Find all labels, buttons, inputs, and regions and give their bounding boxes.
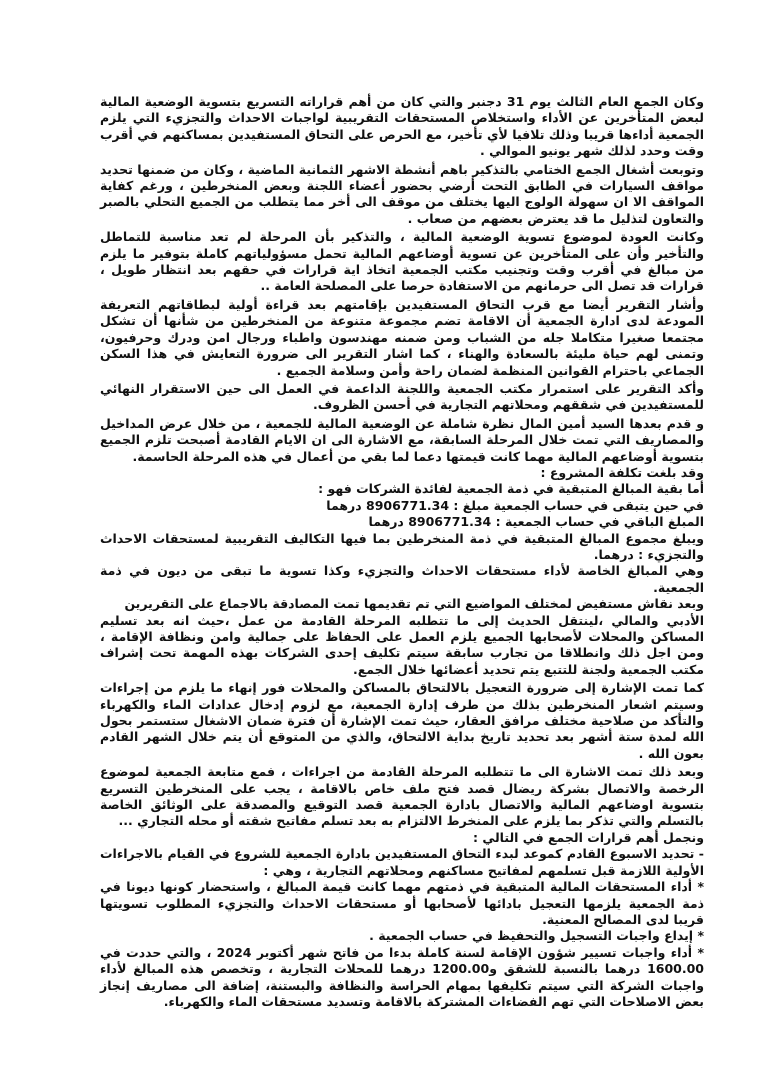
document-body <box>100 94 704 1010</box>
paragraph-parking: وتوبعت أشغال الجمع الختامي بالتذكير باهم أنشطة الاشهر الثمانية الماضية ، وكان من ضمنها تحديد مواقف السيارات في الطابق التحت أرضي بحضور أعضاء اللجنة وبعض المنخرطين ، ورغم كفاية المواقف الا ان سهولة الولوج اليها يختلف من موقف الى أخر مما يتطلب من الجميع التحلي بالصبر والتعاون لتذليل ما قد يعترض بعضهم من صعاب . <box>100 161 704 226</box>
paragraph-moving-in: كما تمت الإشارة إلى ضرورة التعجيل بالالتحاق بالمساكن والمحلات فور إنهاء ما يلزم من إجراءات وسيتم اشعار المنخرطين بذلك من طرف إدارة الجمعية، مع لزوم إدخال عدادات الماء والكهرباء والتأكد من صلاحية مختلف مرافق العقار، حيث تمت الإشارة أن فترة ضمان الاشغال ستستمر بحول الله لمدة ستة أشهر بعد تحديد تاريخ بداية الالتحاق، والذي من المتوقع أن يتم خلال الشهر القادم بعون الله . <box>100 680 704 761</box>
line-project-cost: وقد بلغت تكلفة المشروع : <box>540 464 704 480</box>
paragraph-treasurer: و قدم بعدها السيد أمين المال نظرة شاملة عن الوضعية المالية للجمعية ، من خلال عرض المداخيل والمصاريف التي تمت خلال المرحلة السابقة، مع الاشارة الى ان الايام القادمة أصبحت تلزم الجميع بتسوية أوضاعهم المالية مهما كانت قيمتها دعما لما بقي من أعمال في هذه المرحلة الحاسمة. <box>100 415 704 464</box>
line-approval: وبعد نقاش مستفيض لمختلف المواضيع التي تم تقديمها تمت المصادقة بالاجماع على التقريرين <box>124 596 704 612</box>
line-remaining-balance: المبلغ الباقي في حساب الجمعية : 8906771.34 درهما <box>368 514 704 530</box>
line-account-balance: في حين يتبقى في حساب الجمعية مبلغ : 8906771.34 درهما <box>326 497 704 513</box>
paragraph-financial-settlement: وكانت العودة لموضوع تسوية الوضعية المالية ، والتذكير بأن المرحلة لم تعد مناسبة للتماطل والتأخير وأن على المتأخرين عن تسوية أوضاعهم المالية تحمل مسؤولياتهم كاملة بتوفير ما يلزم من مبالغ في أقرب وقت وتجنيب مكتب الجمعية اتخاذ اية قرارات في حقهم بعد انتظار طويل ، قرارات قد تصل الى حرمانهم من الاستفادة حرصا على المصلحة العامة .. <box>100 229 704 294</box>
paragraph-third-assembly: وكان الجمع العام الثالث يوم 31 دجنبر والتي كان من أهم قراراته التسريع بتسوية الوضعية المالية لبعض المتأخرين عن الأداء واستخلاص المستحقات التقريبية لواجبات الاحداث والتجزيء التي يلزم الجمعية أداءها قريبا وذلك تلافيا لأي تأخير، مع الحرص على التحاق المستفيدين بمساكنهم في أقرب وقت وحدد لذلك شهر يونيو الموالي . <box>100 94 704 159</box>
line-members-dues: ويبلغ مجموع المبالغ المتبقية في ذمة المنخرطين بما فيها التكاليف التقريبية لمستحقات الاحداث والتجزيء : درهما. <box>100 530 704 562</box>
item-pay-dues: * أداء المستحقات المالية المتبقية في ذمتهم مهما كانت قيمة المبالغ ، واستحضار كونها ديونا في ذمة الجمعية يلزمها التعجيل بادائها لأصحابها أو مستحقات الاحداث والتجزيء المطلوب تسويتها قريبا لدى المصالح المعنية. <box>100 879 704 927</box>
line-special-amounts: وهي المبالغ الخاصة لأداء مستحقات الاحداث والتجزيء وكذا تسوية ما تبقى من ديون في ذمة الجمعية. <box>100 563 704 595</box>
item-next-week: - تحديد الاسبوع القادم كموعد لبدء التحاق المستفيدين بادارة الجمعية للشروع في القيام بالاجراءات الأولية اللازمة قبل تسلمهم لمفاتيح مساكنهم ومحلاتهم التجارية ، وهي : <box>100 846 704 878</box>
line-remaining-companies: أما بقية المبالغ المتبقية في ذمة الجمعية لفائدة الشركات فهو : <box>318 481 704 497</box>
item-management-fees: * أداء واجبات تسيير شؤون الإقامة لسنة كاملة بدءا من فاتح شهر أكتوبر 2024 ، والتي حددت في 1600.00 درهما بالنسبة للشقق و1200.00 درهما للمحلات التجارية ، وتخصص هذه المبالغ لأداء واجبات الشركة التي سيتم تكليفها بمهام الحراسة والنظافة والبستنة، إضافة الى مصاريف إنجاز بعض الاصلاحات التي تهم الفضاءات المشتركة بالاقامة وتسديد مستحقات الماء والكهرباء. <box>100 944 704 1009</box>
paragraph-committee: وأكد التقرير على استمرار مكتب الجمعية واللجنة الداعمة في العمل الى حين الاستقرار النهائي للمستفيدين في شققهم ومحلاتهم التجارية في أحسن الظروف. <box>100 380 704 413</box>
paragraph-procedures: وبعد ذلك تمت الاشارة الى ما تتطلبه المرحلة القادمة من اجراءات ، فمع متابعة الجمعية لموضوع الرخصة والاتصال بشركة ريضال قصد فتح ملف خاص بالاقامة ، يجب على المنخرطين التسريع بتسوية اوضاعهم المالية والاتصال بادارة الجمعية قصد التوقيع والمصدقة على الوثائق الخاصة بالتسلم والتي تذكر بما يلزم على المنخرط الالتزام به بعد تسلم مفاتيح شقته أو محله التجاري ... <box>100 764 704 829</box>
line-decisions-heading: ونجمل أهم قرارات الجمع في التالي : <box>472 829 704 845</box>
paragraph-next-phase: الأدبي والمالي ،لينتقل الحديث إلى ما تتطلبه المرحلة القادمة من عمل ،حيث انه بعد تسليم المساكن والمحلات لأصحابها الجميع يلزم العمل على الحفاظ على جمالية وامن ونظافة الإقامة ، ومن اجل ذلك وانطلاقا من تجارب سابقة سيتم تكليف إحدى الشركات بهذه المهمة تحت إشراف مكتب الجمعية ولجنة للتتبع يتم تحديد أعضائها خلال الجمع. <box>100 612 704 677</box>
paragraph-residents: وأشار التقرير أيضا مع قرب التحاق المستفيدين بإقامتهم بعد قراءة أولية لبطاقاتهم التعريفة المودعة لدى ادارة الجمعية أن الاقامة تضم مجموعة متنوعة من المنخرطين من شأنها أن تشكل مجتمعا صغيرا متكاملا جله من الشباب ومن ضمنه مهندسون واطباء ورجال امن ودرك وحرفيون، وتمنى لهم حياة مليئة بالسعادة والهناء ، كما اشار التقرير الى ضرورة التعايش في هذا السكن الجماعي باحترام القوانين المنظمة لضمان راحة وأمن وسلامة الجميع . <box>100 296 704 378</box>
item-registration-fees: * إيداع واجبات التسجيل والتحفيظ في حساب الجمعية . <box>369 928 704 944</box>
